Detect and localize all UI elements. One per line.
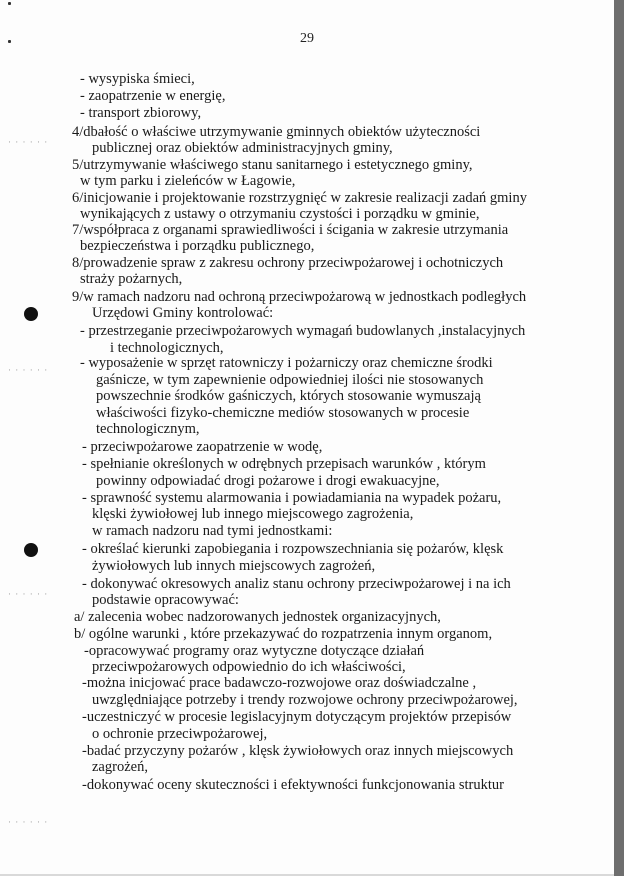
text-line: podstawie opracowywać: xyxy=(92,592,239,608)
text-line: - spełnianie określonych w odrębnych przepisach warunków , którym xyxy=(82,456,486,472)
text-line: -można inicjować prace badawczo-rozwojowe oraz doświadczalne , xyxy=(82,675,477,691)
margin-dots: · · · · · · xyxy=(8,589,49,599)
text-line: bezpieczeństwa i porządku publicznego, xyxy=(80,238,315,254)
text-line: publicznej oraz obiektów administracyjnych gminy, xyxy=(92,140,393,156)
margin-dots: · · · · · · xyxy=(8,137,49,147)
punch-hole xyxy=(24,307,38,321)
text-line: gaśnicze, w tym zapewnienie odpowiedniej ilości nie stosowanych xyxy=(96,372,484,388)
text-line: b/ ogólne warunki , które przekazywać do rozpatrzenia innym organom, xyxy=(74,626,493,642)
text-line: Urzędowi Gminy kontrolować: xyxy=(92,305,274,321)
text-line: - transport zbiorowy, xyxy=(80,105,202,121)
text-line: -uczestniczyć w procesie legislacyjnym dotyczącym projektów przepisów xyxy=(82,709,512,725)
text-line: 9/w ramach nadzoru nad ochroną przeciwpożarową w jednostkach podległych xyxy=(72,289,527,305)
text-line: powinny odpowiadać drogi pożarowe i drogi ewakuacyjne, xyxy=(96,473,440,489)
text-line: - sprawność systemu alarmowania i powiadamiania na wypadek pożaru, xyxy=(82,490,502,506)
text-line: - wysypiska śmieci, xyxy=(80,71,195,87)
page-number: 29 xyxy=(300,31,314,46)
text-line: - przeciwpożarowe zaopatrzenie w wodę, xyxy=(82,439,323,455)
text-line: zagrożeń, xyxy=(92,759,148,775)
text-line: 8/prowadzenie spraw z zakresu ochrony przeciwpożarowej i ochotniczych xyxy=(72,255,504,271)
text-line: a/ zalecenia wobec nadzorowanych jednostek organizacyjnych, xyxy=(74,609,441,625)
text-line: w tym parku i zieleńców w Łagowie, xyxy=(80,173,296,189)
text-line: powszechnie środków gaśniczych, których stosowanie wymuszają xyxy=(96,388,481,404)
text-line: właściwości fizyko-chemiczne mediów stosowanych w procesie xyxy=(96,405,470,421)
text-line: 6/inicjowanie i projektowanie rozstrzygnięć w zakresie realizacji zadań gminy xyxy=(72,190,527,206)
scan-speck xyxy=(8,40,11,43)
text-line: przeciwpożarowych odpowiednio do ich właściwości, xyxy=(92,659,406,675)
text-line: - przestrzeganie przeciwpożarowych wymagań budowlanych ,instalacyjnych xyxy=(80,323,526,339)
text-line: -dokonywać oceny skuteczności i efektywności funkcjonowania struktur xyxy=(82,777,504,793)
text-line: wynikających z ustawy o otrzymaniu czystości i porządku w gminie, xyxy=(80,206,480,222)
punch-hole xyxy=(24,543,38,557)
text-line: uwzględniające potrzeby i trendy rozwojowe ochrony przeciwpożarowej, xyxy=(92,692,518,708)
text-line: 7/współpraca z organami sprawiedliwości i ścigania w zakresie utrzymania xyxy=(72,222,509,238)
text-line: -badać przyczyny pożarów , klęsk żywiołowych oraz innych miejscowych xyxy=(82,743,514,759)
text-line: i technologicznych, xyxy=(110,340,224,356)
text-line: - zaopatrzenie w energię, xyxy=(80,88,226,104)
text-line: technologicznym, xyxy=(96,421,200,437)
text-line: klęski żywiołowej lub innego miejscowego zagrożenia, xyxy=(92,506,414,522)
text-line: - określać kierunki zapobiegania i rozpowszechniania się pożarów, klęsk xyxy=(82,541,504,557)
text-line: - dokonywać okresowych analiz stanu ochrony przeciwpożarowej i na ich xyxy=(82,576,511,592)
text-line: - wyposażenie w sprzęt ratowniczy i pożarniczy oraz chemiczne środki xyxy=(80,355,493,371)
text-line: straży pożarnych, xyxy=(80,271,183,287)
text-line: 4/dbałość o właściwe utrzymywanie gminnych obiektów użyteczności xyxy=(72,124,481,140)
text-line: w ramach nadzoru nad tymi jednostkami: xyxy=(92,523,333,539)
margin-dots: · · · · · · xyxy=(8,365,49,375)
scan-speck xyxy=(8,2,11,5)
text-line: o ochronie przeciwpożarowej, xyxy=(92,726,268,742)
scan-edge xyxy=(614,0,624,876)
text-line: -opracowywać programy oraz wytyczne dotyczące działań xyxy=(84,643,425,659)
text-line: żywiołowych lub innych miejscowych zagrożeń, xyxy=(92,558,376,574)
margin-dots: · · · · · · xyxy=(8,817,49,827)
text-line: 5/utrzymywanie właściwego stanu sanitarnego i estetycznego gminy, xyxy=(72,157,473,173)
